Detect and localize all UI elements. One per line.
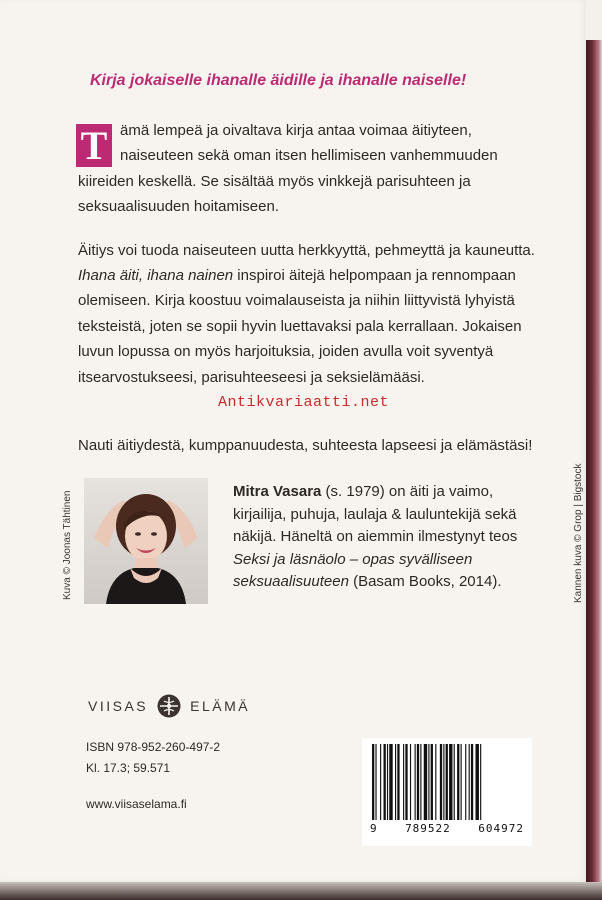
- barcode-bar: [420, 744, 421, 820]
- barcode-bar: [431, 744, 433, 820]
- barcode-bar: [449, 744, 452, 820]
- barcode-bar: [395, 744, 396, 820]
- barcode-bar: [405, 744, 407, 820]
- barcode-bar: [461, 744, 462, 820]
- barcode-bar: [372, 744, 374, 820]
- book-meta: [86, 737, 220, 815]
- spine-edge: [586, 0, 602, 900]
- barcode-bar: [410, 744, 411, 820]
- intro-line-3: kiireiden keskellä. Se sisältää myös vinkkejä parisuhteen ja: [78, 172, 471, 190]
- barcode-bar: [435, 744, 436, 820]
- barcode-bar: [424, 744, 427, 820]
- barcode-digit-first: 9: [370, 822, 378, 835]
- barcode-bar: [440, 744, 442, 820]
- body-paragraph: [78, 238, 538, 390]
- author-photo: [84, 478, 208, 604]
- publisher-name-left: VIISAS: [88, 698, 149, 714]
- closing-line: Nauti äitiydestä, kumppanuudesta, suhteesta lapseesi ja elämästäsi!: [78, 437, 533, 454]
- description: [78, 118, 538, 406]
- barcode-bar: [443, 744, 444, 820]
- barcode-bar: [403, 744, 404, 820]
- intro-line-4: seksuaalisuuden hoitamiseen.: [78, 198, 279, 216]
- body-text-end: inspiroi äitejä helpompaan ja rennompaan olemiseen. Kirja koostuu voimalauseista ja niihin liittyvistä lyhyistä teksteistä, joten se sopii hyvin luettavaksi pala kerrallaan. Jokaisen luvun lopussa on myös harjoituksia, joiden avulla voit syventyä itsearvostukseesi, parisuhteeseesi ja seksielämääsi.: [78, 267, 522, 386]
- drop-cap: T: [76, 124, 112, 167]
- barcode-bar: [415, 744, 416, 820]
- author-name: Mitra Vasara: [233, 483, 322, 500]
- previous-book-title: Seksi ja läsnäolo – opas syvälliseen seksuaalisuuteen: [233, 550, 473, 591]
- barcode-digits-left: 789522: [405, 822, 451, 835]
- barcode-bar: [471, 744, 473, 820]
- barcode-bar: [465, 744, 466, 820]
- author-bio: [233, 481, 533, 594]
- bottom-edge: [0, 882, 602, 900]
- intro-line-2: naiseuteen sekä oman itsen hellimiseen vanhemmuuden: [120, 147, 498, 165]
- barcode-bar: [389, 744, 392, 820]
- intro-paragraph: [78, 118, 538, 220]
- barcode-bar: [476, 744, 479, 820]
- classification: Kl. 17.3; 59.571: [86, 761, 171, 775]
- barcode-bar: [454, 744, 455, 820]
- barcode-bar: [457, 744, 459, 820]
- tagline: Kirja jokaiselle ihanalle äidille ja ihanalle naiselle!: [90, 72, 467, 89]
- author-portrait-icon: [84, 478, 208, 604]
- intro-line-1: ämä lempeä ja oivaltava kirja antaa voimaa äitiyteen,: [120, 122, 472, 139]
- publisher-emblem-icon: [157, 694, 181, 718]
- publisher-url: www.viisaselama.fi: [86, 797, 187, 811]
- publisher-name-right: ELÄMÄ: [190, 698, 251, 714]
- barcode-bar: [469, 744, 470, 820]
- barcode-bar: [384, 744, 386, 820]
- barcode-bars: [370, 744, 522, 820]
- barcode-digits-right: 604972: [478, 822, 524, 835]
- barcode-bar: [397, 744, 399, 820]
- barcode-bar: [387, 744, 388, 820]
- publisher-logo: [88, 694, 250, 718]
- isbn: ISBN 978-952-260-497-2: [86, 740, 221, 754]
- barcode: [362, 738, 532, 846]
- barcode-bar: [446, 744, 448, 820]
- cover-credit: Kannen kuva © Grop | Bigstock: [573, 463, 584, 603]
- barcode-bar: [380, 744, 381, 820]
- barcode-bar: [375, 744, 376, 820]
- author-bio-end: (Basam Books, 2014).: [348, 573, 502, 591]
- book-title: Ihana äiti, ihana nainen: [78, 267, 234, 285]
- watermark: Antikvariaatti.net: [218, 394, 390, 411]
- barcode-bar: [417, 744, 419, 820]
- author-bio-text: (s. 1979) on äiti ja vaimo, kirjailija, puhuja, laulaja & lauluntekijä sekä näkijä. Häneltä on aiemmin ilmestynyt teos: [233, 483, 518, 546]
- photo-credit: Kuva © Joonas Tähtinen: [62, 490, 73, 600]
- barcode-digits: [370, 822, 524, 835]
- body-text-start: Äitiys voi tuoda naiseuteen uutta herkkyyttä, pehmeyttä ja kauneutta.: [78, 241, 535, 259]
- barcode-bar: [428, 744, 429, 820]
- barcode-bar: [480, 744, 481, 820]
